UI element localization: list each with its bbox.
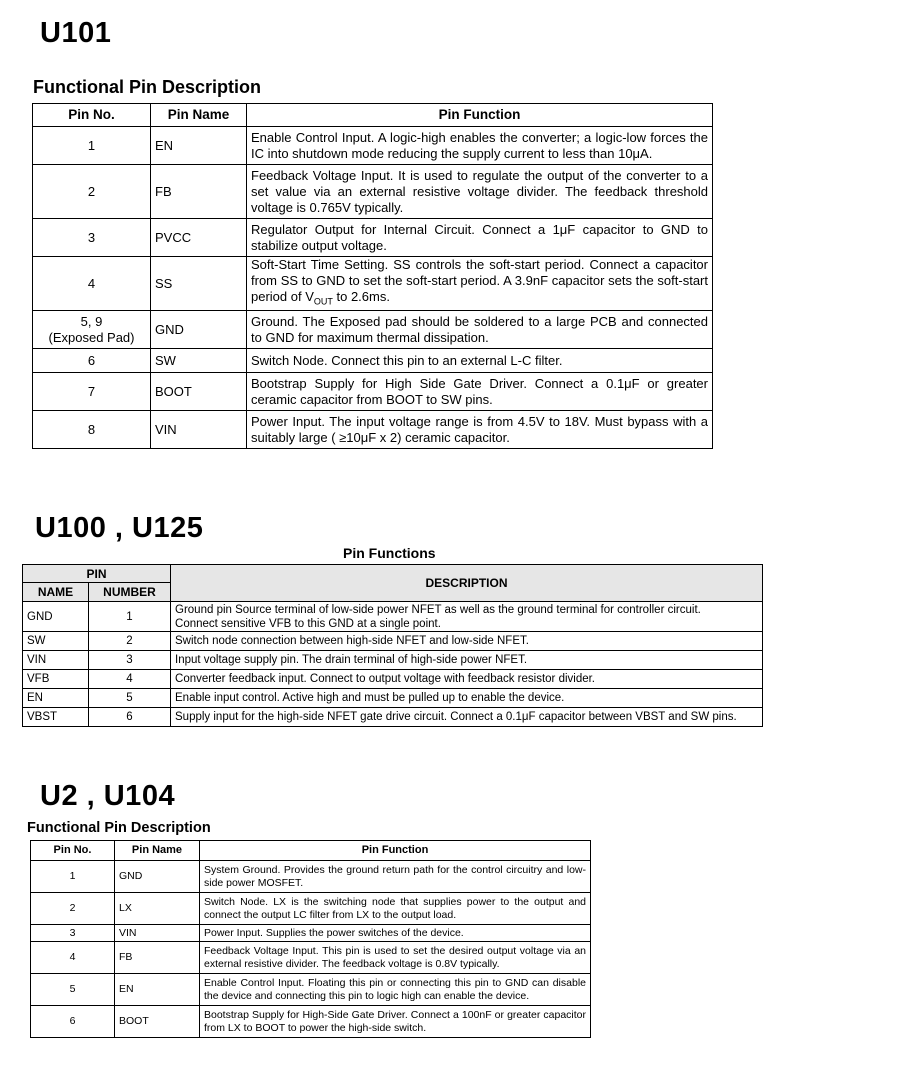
pin-table-u101: [32, 103, 713, 449]
col-header-pin-function: Pin Function: [247, 104, 713, 127]
table-row: [31, 861, 591, 893]
table-row: [23, 651, 763, 670]
table-row: [31, 1006, 591, 1038]
pin-table-u2-u104: [30, 840, 591, 1038]
pin-name: FB: [115, 942, 200, 974]
pin-name: VIN: [151, 411, 247, 449]
table-row: [23, 689, 763, 708]
pin-name: VBST: [23, 708, 89, 727]
col-header-pin-name: Pin Name: [151, 104, 247, 127]
pin-function: Power Input. Supplies the power switches of the device.: [200, 925, 591, 942]
pin-number: 6: [31, 1006, 115, 1038]
table-row: [33, 411, 713, 449]
pin-description: Enable input control. Active high and must be pulled up to enable the device.: [171, 689, 763, 708]
pin-description-line: Connect sensitive VFB to this GND at a single point.: [175, 617, 441, 630]
pin-number: 1: [89, 602, 171, 632]
section1-heading: U101: [40, 17, 112, 49]
pin-function: Switch Node. Connect this pin to an external L-C filter.: [247, 349, 713, 373]
pin-name: GND: [115, 861, 200, 893]
pin-function: Feedback Voltage Input. It is used to regulate the output of the converter to a set value via an external resistive voltage divider. The feedback threshold voltage is 0.765V typically.: [247, 165, 713, 219]
pin-function-tail: to 2.6ms.: [332, 289, 390, 305]
pin-function: Bootstrap Supply for High Side Gate Driver. Connect a 0.1μF or greater ceramic capacitor from BOOT to SW pins.: [247, 373, 713, 411]
table-row: [33, 219, 713, 257]
pin-number: 3: [33, 219, 151, 257]
pin-function: Power Input. The input voltage range is from 4.5V to 18V. Must bypass with a suitably large ( ≥10μF x 2) ceramic capacitor.: [247, 411, 713, 449]
subscript-out: OUT: [313, 296, 333, 307]
pin-number-note: (Exposed Pad): [48, 329, 135, 345]
pin-number: 5: [31, 974, 115, 1006]
col-header-pin-no: Pin No.: [33, 104, 151, 127]
pin-name: SS: [151, 257, 247, 311]
pin-number: 6: [33, 349, 151, 373]
pin-function: System Ground. Provides the ground return path for the control circuitry and low-side power MOSFET.: [200, 861, 591, 893]
pin-number: 1: [31, 861, 115, 893]
pin-number-main: 5, 9: [80, 313, 103, 329]
pin-description: Input voltage supply pin. The drain terminal of high-side power NFET.: [171, 651, 763, 670]
pin-name: GND: [151, 311, 247, 349]
pin-number: 1: [33, 127, 151, 165]
pin-name: EN: [151, 127, 247, 165]
pin-name: LX: [115, 893, 200, 925]
col-header-pin-group: PIN: [23, 565, 171, 583]
pin-description: Supply input for the high-side NFET gate drive circuit. Connect a 0.1μF capacitor between VBST and SW pins.: [171, 708, 763, 727]
table-row: [33, 257, 713, 311]
pin-number: 5: [89, 689, 171, 708]
pin-function: Feedback Voltage Input. This pin is used to set the desired output voltage via an external resistive divider. The feedback voltage is 0.8V typically.: [200, 942, 591, 974]
pin-function: Ground. The Exposed pad should be soldered to a large PCB and connected to GND for maximum thermal dissipation.: [247, 311, 713, 349]
pin-function: Switch Node. LX is the switching node that supplies power to the output and connect the output LC filter from LX to the output load.: [200, 893, 591, 925]
table-row: [33, 165, 713, 219]
table-row: [23, 602, 763, 632]
pin-table-u100-u125: [22, 564, 763, 727]
pin-name: SW: [23, 632, 89, 651]
pin-name: VIN: [115, 925, 200, 942]
section3-subtitle: Functional Pin Description: [27, 820, 211, 836]
col-header-pin-name: Pin Name: [115, 841, 200, 861]
pin-name: GND: [23, 602, 89, 632]
table-row: [33, 349, 713, 373]
table-row: [31, 925, 591, 942]
pin-name: BOOT: [115, 1006, 200, 1038]
pin-name: BOOT: [151, 373, 247, 411]
pin-number: 3: [31, 925, 115, 942]
table-row: [31, 942, 591, 974]
pin-number: 3: [89, 651, 171, 670]
table-row: [31, 893, 591, 925]
pin-number: [33, 311, 151, 349]
pin-number: 4: [31, 942, 115, 974]
table-row: [23, 708, 763, 727]
col-header-pin-function: Pin Function: [200, 841, 591, 861]
pin-name: SW: [151, 349, 247, 373]
col-header-description: DESCRIPTION: [171, 565, 763, 602]
pin-function: Regulator Output for Internal Circuit. Connect a 1μF capacitor to GND to stabilize output voltage.: [247, 219, 713, 257]
pin-function: Enable Control Input. Floating this pin or connecting this pin to GND can disable the device and connecting this pin to logic high can enable the device.: [200, 974, 591, 1006]
table-header-row: [23, 565, 763, 583]
pin-number: 4: [89, 670, 171, 689]
pin-function-text: Soft-Start Time Setting. SS controls the soft-start period. Connect a capacitor from SS to GND to set the soft-start period. A 3.9nF capacitor sets the soft-start period of V: [251, 257, 708, 305]
pin-name: EN: [23, 689, 89, 708]
pin-number: 2: [89, 632, 171, 651]
pin-description-line: Ground pin Source terminal of low-side power NFET as well as the ground terminal for controller circuit.: [175, 603, 701, 616]
pin-number: 7: [33, 373, 151, 411]
pin-number: 2: [31, 893, 115, 925]
pin-name: FB: [151, 165, 247, 219]
table-header-row: [31, 841, 591, 861]
pin-number: 4: [33, 257, 151, 311]
pin-number: 8: [33, 411, 151, 449]
table-header-row: [33, 104, 713, 127]
pin-function: Enable Control Input. A logic-high enables the converter; a logic-low forces the IC into shutdown mode reducing the supply current to less than 10μA.: [247, 127, 713, 165]
pin-name: VIN: [23, 651, 89, 670]
pin-name: EN: [115, 974, 200, 1006]
table-row: [31, 974, 591, 1006]
pin-function: Bootstrap Supply for High-Side Gate Driver. Connect a 100nF or greater capacitor from LX to BOOT to power the high-side switch.: [200, 1006, 591, 1038]
pin-description: [171, 602, 763, 632]
pin-number: 6: [89, 708, 171, 727]
pin-number: 2: [33, 165, 151, 219]
pin-name: PVCC: [151, 219, 247, 257]
section1-subtitle: Functional Pin Description: [33, 77, 262, 97]
pin-name: VFB: [23, 670, 89, 689]
table-row: [33, 311, 713, 349]
table-row: [23, 632, 763, 651]
col-header-pin-no: Pin No.: [31, 841, 115, 861]
section2-subtitle: Pin Functions: [343, 545, 436, 561]
table-row: [33, 373, 713, 411]
col-header-number: NUMBER: [89, 583, 171, 602]
pin-description: Switch node connection between high-side NFET and low-side NFET.: [171, 632, 763, 651]
table-row: [23, 670, 763, 689]
col-header-name: NAME: [23, 583, 89, 602]
table-row: [33, 127, 713, 165]
section2-heading: U100 , U125: [35, 512, 204, 544]
pin-description: Converter feedback input. Connect to output voltage with feedback resistor divider.: [171, 670, 763, 689]
pin-function: [247, 257, 713, 311]
section3-heading: U2 , U104: [40, 780, 176, 812]
